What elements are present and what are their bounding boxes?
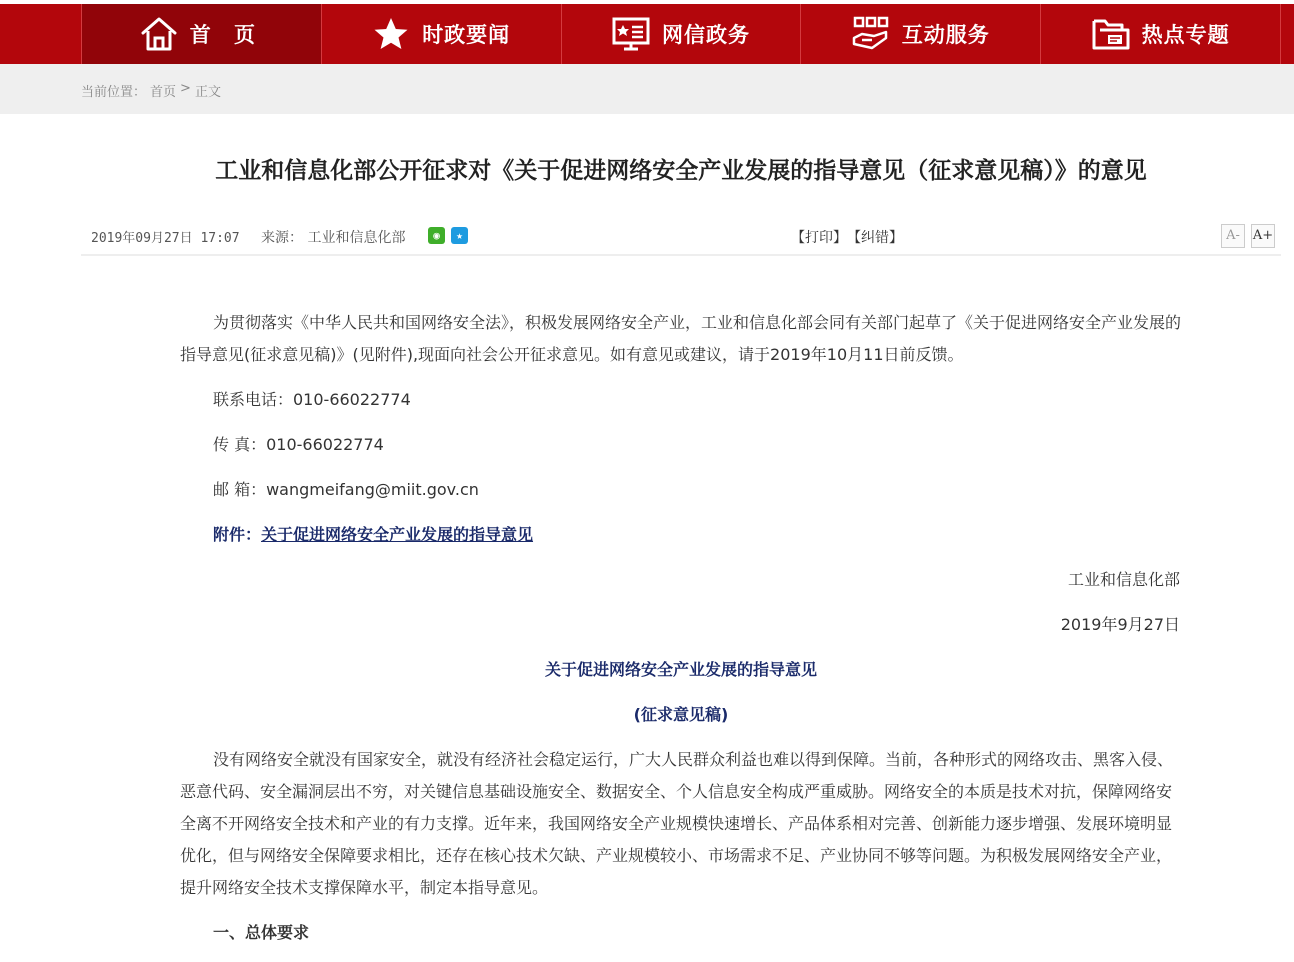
article-title: 工业和信息化部公开征求对《关于促进网络安全产业发展的指导意见（征求意见稿）》的意见	[215, 158, 1147, 184]
doc-title: 关于促进网络安全产业发展的指导意见	[544, 660, 817, 679]
font-increase-button[interactable]: A+	[1251, 224, 1275, 248]
share-buttons	[428, 227, 468, 244]
print-button[interactable]: 【打印】	[791, 230, 847, 246]
nav-label-service: 互动服务	[901, 23, 990, 47]
nav-label-news: 时政要闻	[422, 23, 511, 47]
breadcrumb-bar	[0, 64, 1294, 114]
main-nav	[0, 4, 1294, 64]
nav-item-service[interactable]	[801, 4, 1041, 64]
article-meta	[81, 220, 1281, 256]
attachment	[180, 519, 1182, 551]
breadcrumb-prefix: 当前位置：	[81, 85, 147, 100]
breadcrumb	[81, 81, 221, 100]
star-icon	[372, 16, 410, 52]
source-label: 来源：	[261, 230, 303, 246]
contact-email: 邮 箱：wangmeifang@miit.gov.cn	[213, 480, 479, 499]
nav-label-home: 首 页	[189, 23, 264, 47]
breadcrumb-home-link[interactable]: 首页	[150, 85, 177, 100]
nav-item-news[interactable]	[322, 4, 562, 64]
nav-item-affairs[interactable]	[562, 4, 802, 64]
publish-date: 2019年09月27日 17:07	[91, 231, 240, 246]
intro-paragraph: 为贯彻落实《中华人民共和国网络安全法》，积极发展网络安全产业，工业和信息化部会同有关部门起草了《关于促进网络安全产业发展的指导意见(征求意见稿)》(见附件),现面向社会公开征求意见。如有意见或建议，请于2019年10月11日前反馈。	[180, 313, 1182, 364]
grid-hand-icon	[852, 16, 890, 52]
nav-label-topics: 热点专题	[1141, 23, 1230, 47]
signature: 工业和信息化部	[1067, 570, 1180, 589]
monitor-icon	[612, 16, 650, 52]
signature-date: 2019年9月27日	[1060, 615, 1180, 634]
qzone-share-icon[interactable]: ★	[451, 227, 468, 244]
nav-item-home[interactable]	[82, 4, 322, 64]
contact-fax: 传 真：010-66022774	[213, 435, 384, 454]
doc-subtitle: (征求意见稿)	[633, 705, 729, 724]
article-tools	[791, 227, 903, 247]
home-icon	[140, 16, 178, 52]
nav-label-affairs: 网信政务	[661, 23, 750, 47]
section-heading: 一、总体要求	[213, 923, 310, 942]
font-decrease-button[interactable]: A-	[1221, 224, 1245, 248]
attachment-label: 附件：	[213, 525, 262, 544]
contact-phone: 联系电话：010-66022774	[213, 390, 411, 409]
breadcrumb-separator: >	[180, 81, 191, 96]
source	[261, 227, 405, 247]
wechat-share-icon[interactable]: ◉	[428, 227, 445, 244]
body-paragraph: 没有网络安全就没有国家安全，就没有经济社会稳定运行，广大人民群众利益也难以得到保障。当前，各种形式的网络攻击、黑客入侵、恶意代码、安全漏洞层出不穷，对关键信息基础设施安全、数据安全、个人信息安全构成严重威胁。网络安全的本质是技术对抗，保障网络安全离不开网络安全技术和产业的有力支撑。近年来，我国网络安全产业规模快速增长、产品体系相对完善、创新能力逐步增强、发展环境明显优化，但与网络安全保障要求相比，还存在核心技术欠缺、产业规模较小、市场需求不足、产业协同不够等问题。为积极发展网络安全产业，提升网络安全技术支撑保障水平，制定本指导意见。	[180, 750, 1174, 897]
font-size-controls	[1221, 224, 1275, 248]
source-name: 工业和信息化部	[307, 230, 406, 246]
correct-button[interactable]: 【纠错】	[847, 230, 903, 246]
nav-item-topics[interactable]	[1041, 4, 1281, 64]
breadcrumb-current: 正文	[194, 85, 221, 100]
folder-icon	[1092, 16, 1130, 52]
article-body	[180, 307, 1182, 962]
attachment-link[interactable]: 关于促进网络安全产业发展的指导意见	[261, 525, 534, 544]
